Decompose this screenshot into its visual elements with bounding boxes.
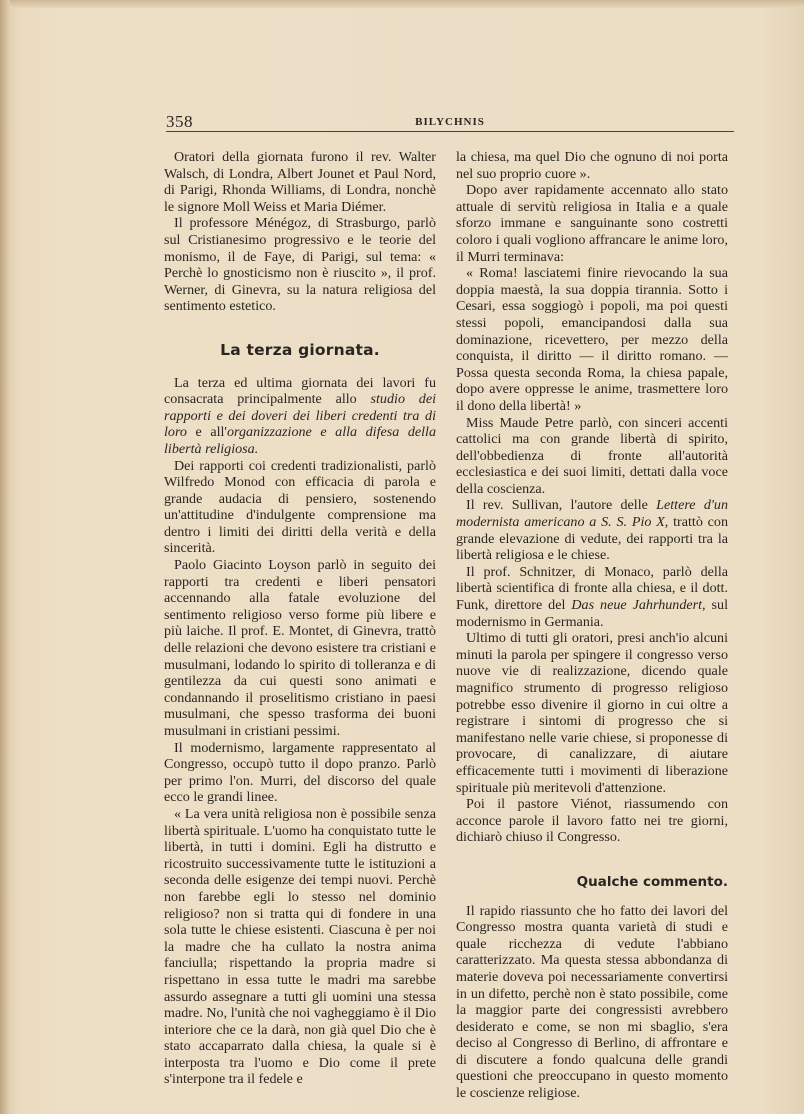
paragraph: Dopo aver rapidamente accennato allo stato attuale di servitù religiosa in Italia e a quale sforzo immane e sanguinante sono costretti coloro i quali vogliono affrancare le anime loro, il Murri terminava: (456, 182, 728, 265)
paragraph: Ultimo di tutti gli oratori, presi anch'io alcuni minuti la parola per spingere il congresso verso nuove vie di realizzazione, dicendo quale magnifico strumento di progresso religioso potrebbe esso divenire il giorno in cui oltre a registrare i sintomi di progresso che si manifestano nelle varie chiese, si proponesse di provocare, di canalizzare, di aiutare efficacemente tutti i movimenti di liberazione spirituale più meritevoli d'attenzione. (456, 630, 728, 796)
header-rule (166, 131, 734, 132)
page-binding-edge (0, 0, 10, 1114)
paragraph: « La vera unità religiosa non è possibile senza libertà spirituale. L'uomo ha conquistato tutte le libertà, in tutti i domini. Egli ha distrutto e ricostruito successivamente tutte le istituzioni a seconda delle esigenze dei tempi nuovi. Perchè non farebbe egli lo stesso nel dominio religioso? non si tratta qui di fondere in una sola tutte le chiese esistenti. Ciascuna è per noi la madre che ha cullato la nostra anima fanciulla; rispettando la propria madre si rispettano in essa tutte le madri ma sarebbe assurdo assegnare a tutti gli uomini una stessa madre. No, l'unità che noi vagheggiamo è il Dio interiore che ce la darà, non già quel Dio che è stato accaparrato dalla chiesa, la quale si è interposta tra l'uomo e Dio come il prete s'interpone tra il fedele e (164, 805, 436, 1088)
section-heading-qualche-commento: Qualche commento. (576, 873, 728, 890)
left-column (164, 149, 436, 1088)
section-heading-terza-giornata: La terza giornata. (220, 340, 380, 359)
page-header (166, 112, 734, 136)
paragraph: Il prof. Schnitzer, di Monaco, parlò della libertà scientifica di fronte alla chiesa, e il dott. Funk, direttore del Das neue Jahrhundert, sul modernismo in Germania. (456, 563, 728, 630)
paragraph: Oratori della giornata furono il rev. Walter Walsch, di Londra, Albert Jounet et Paul Nord, di Parigi, Rhonda Williams, di Londra, nonchè le signore Moll Weiss et Maria Diémer. (164, 149, 436, 215)
right-column (456, 149, 728, 1102)
page-number: 358 (166, 112, 193, 131)
paragraph: Poi il pastore Viénot, riassumendo con acconce parole il lavoro fatto nei tre giorni, dichiarò chiuso il Congresso. (456, 796, 728, 846)
running-title: BILYCHNIS (415, 116, 485, 128)
paragraph: Il modernismo, largamente rappresentato al Congresso, occupò tutto il dopo pranzo. Parlò per primo l'on. Murri, del discorso del quale ecco le grandi linee. (164, 739, 436, 806)
paragraph: Il rev. Sullivan, l'autore delle Lettere d'un modernista americano a S. S. Pio X, trattò con grande elevazione di vedute, dei rapporti tra la libertà religiosa e le chiese. (456, 497, 728, 564)
paragraph: « Roma! lasciatemi finire rievocando la sua doppia maestà, la sua doppia tirannia. Sotto i Cesari, essa soggiogò i popoli, ma poi questi stessi popoli, emancipandosi dalla sua dominazione, ricevettero, per mezzo della conquista, il diritto — il diritto romano. — Possa questa seconda Roma, la chiesa papale, dopo avere oppresse le anime, trasmettere loro il dono della libertà! » (456, 265, 728, 414)
paragraph: Dei rapporti coi credenti tradizionalisti, parlò Wilfredo Monod con efficacia di parola e grande audacia di pensiero, sostenendo un'attitudine d'indulgente comprensione ma dentro i limiti dei diritti della verità e della sincerità. (164, 457, 436, 557)
paragraph: Paolo Giacinto Loyson parlò in seguito dei rapporti tra credenti e liberi pensatori accennando alla fatale evoluzione del sentimento religioso verso forme più libere e più laiche. Il prof. E. Montet, di Ginevra, trattò delle relazioni che devono esistere tra cristiani e musulmani, lodando lo spirito di tolleranza e di gentilezza da cui questi sono animati e condannando il proselitismo cristiano in paesi musulmani, che spesso trasforma dei buoni musulmani in cristiani pessimi. (164, 557, 436, 739)
page-top-edge (0, 0, 804, 8)
paragraph: La terza ed ultima giornata dei lavori fu consacrata principalmente allo studio dei rapporti e dei doveri dei liberi credenti tra di loro e all'organizzazione e alla difesa della libertà religiosa. (164, 374, 437, 457)
paragraph: Il professore Ménégoz, di Strasburgo, parlò sul Cristianesimo progressivo e le teorie del monismo, il de Faye, di Parigi, sul tema: « Perchè lo gnosticismo non è riuscito », il prof. Werner, di Ginevra, su la natura religiosa del sentimento estetico. (164, 215, 436, 315)
paragraph: Il rapido riassunto che ho fatto dei lavori del Congresso mostra quanta varietà di studi e quale ricchezza di vedute l'abbiano caratterizzato. Ma questa stessa abbondanza di materie doveva poi necessariamente convertirsi in un difetto, perchè non è stato possibile, come la maggior parte dei congressisti avrebbero desiderato e come, se non mi sbaglio, s'era deciso al Congresso di Berlino, di affrontare e di discutere a fondo qualcuna delle grandi questioni che preoccupano in questo momento le coscienze religiose. (456, 902, 728, 1102)
paragraph: la chiesa, ma quel Dio che ognuno di noi porta nel suo proprio cuore ». (456, 149, 728, 182)
paragraph: Miss Maude Petre parlò, con sinceri accenti cattolici ma con grande libertà di spirito, dell'obbedienza di fronte all'autorità ecclesiastica e dei suoi limiti, dettati dalla voce della coscienza. (456, 414, 728, 497)
